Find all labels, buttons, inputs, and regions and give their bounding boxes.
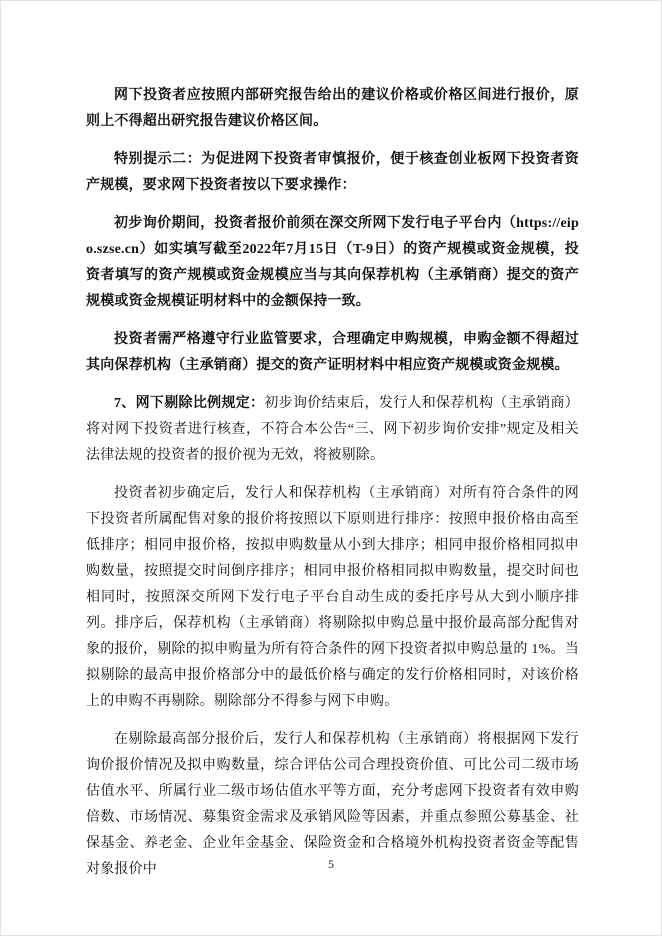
- paragraph-regulatory-requirement: 投资者需严格遵守行业监管要求，合理确定申购规模，申购金额不得超过其向保荐机构（主承销商）提交的资产证明材料中相应资产规模或资金规模。: [86, 332, 579, 373]
- page-number: 5: [328, 857, 334, 871]
- paragraph-special-notice-2: 特别提示二：为促进网下投资者审慎报价，便于核查创业板网下投资者资产规模，要求网下投资者按以下要求操作：: [86, 152, 579, 193]
- document-content: [86, 83, 579, 895]
- paragraph-pricing-rule: 网下投资者应按照内部研究报告给出的建议价格或价格区间进行报价，原则上不得超出研究报告建议价格区间。: [86, 88, 579, 129]
- clause-7-lead-label: 7、网下剔除比例规定：: [114, 396, 265, 411]
- paragraph-after-removal: 在剔除最高部分报价后，发行人和保荐机构（主承销商）将根据网下发行询价报价情况及拟申购数量，综合评估公司合理投资价值、可比公司二级市场估值水平、所属行业二级市场估值水平等方面，充分考虑网下投资者有效申购倍数、市场情况、募集资金需求及承销风险等因素，并重点参照公募基金、社保基金、养老金、企业年金基金、保险资金和合格境外机构投资者资金等配售对象报价中: [86, 732, 579, 877]
- paragraph-clause-7-removal-ratio: [86, 391, 579, 469]
- paragraph-initial-inquiry: 初步询价期间，投资者报价前须在深交所网下发行电子平台内（https://eipo.szse.cn）如实填写截至2022年7月15日（T-9日）的资产规模或资金规模，投资者填写的资产规模或资金规模应当与其向保荐机构（主承销商）提交的资产规模或资金规模证明材料中的金额保持一致。: [86, 216, 579, 309]
- paragraph-sorting-rules: 投资者初步确定后，发行人和保荐机构（主承销商）对所有符合条件的网下投资者所属配售对象的报价将按照以下原则进行排序：按照申报价格由高至低排序；相同申报价格，按拟申购数量从小到大排序；相同申报价格相同拟申购数量，按照提交时间倒序排序；相同申报价格相同拟申购数量，提交时间也相同时，按照深交所网下发行电子平台自动生成的委托序号从大到小顺序排列。排序后，保荐机构（主承销商）将剔除拟申购总量中报价最高部分配售对象的报价，剔除的拟申购量为所有符合条件的网下投资者拟申购总量的 1%。当拟剔除的最高申报价格部分中的最低价格与确定的发行价格相同时，对该价格上的申购不再剔除。剔除部分不得参与网下申购。: [86, 486, 579, 709]
- clause-7-body-text: 初步询价结束后，发行人和保荐机构（主承销商）将对网下投资者进行核查，不符合本公告“三、网下初步询价安排”规定及相关法律法规的投资者的报价视为无效，将被剔除。: [86, 396, 579, 463]
